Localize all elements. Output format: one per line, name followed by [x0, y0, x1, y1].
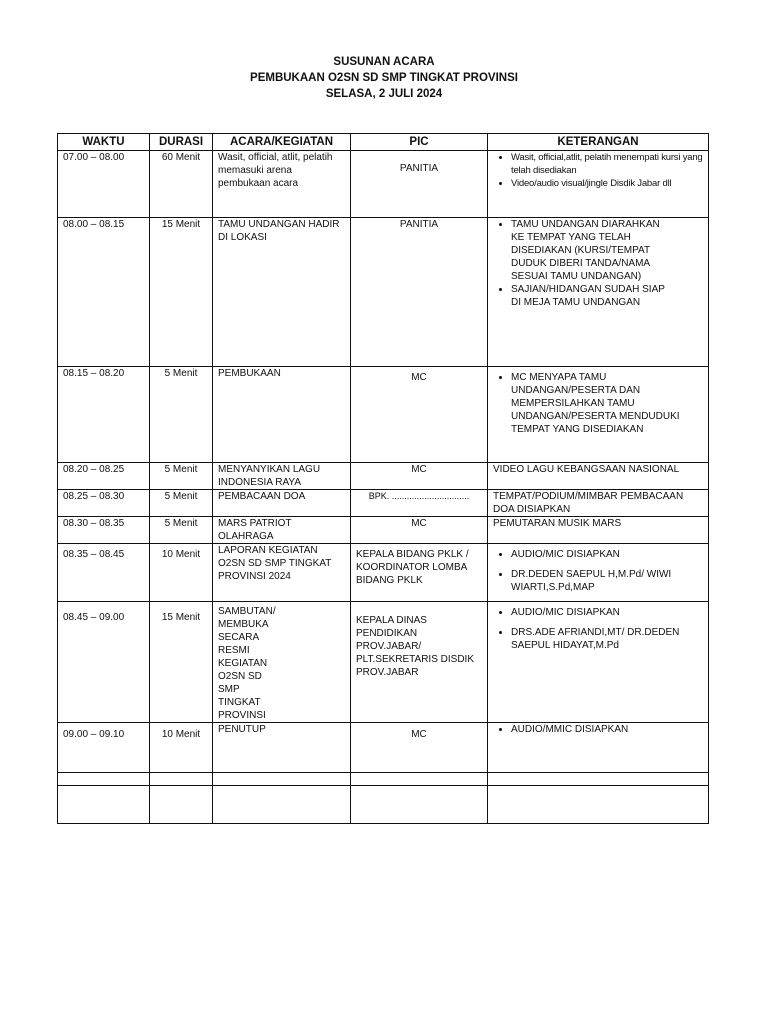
cell-acara: SAMBUTAN/ MEMBUKA SECARA RESMI KEGIATAN O2SN SD SMP TINGKAT PROVINSI [213, 602, 351, 723]
cell-empty [351, 786, 488, 824]
cell-keterangan: PEMUTARAN MUSIK MARS [488, 517, 709, 544]
cell-keterangan [488, 544, 709, 602]
cell-waktu: 08.35 – 08.45 [58, 544, 150, 602]
cell-acara: Wasit, official, atlit, pelatih memasuki arena pembukaan acara [213, 151, 351, 218]
cell-empty [488, 773, 709, 786]
cell-keterangan: VIDEO LAGU KEBANGSAAN NASIONAL [488, 463, 709, 490]
cell-pic: MC [351, 517, 488, 544]
cell-acara: PEMBACAAN DOA [213, 490, 351, 517]
cell-keterangan [488, 602, 709, 723]
cell-waktu: 08.45 – 09.00 [58, 602, 150, 723]
cell-keterangan [488, 723, 709, 773]
cell-pic: MC [351, 367, 488, 463]
cell-acara: MENYANYIKAN LAGU INDONESIA RAYA [213, 463, 351, 490]
list-item: • MC MENYAPA TAMU UNDANGAN/PESERTA DAN MEMPERSILAHKAN TAMU UNDANGAN/PESERTA MENDUDUKI TEMPAT YANG DISEDIAKAN [511, 371, 683, 436]
list-item: • AUDIO/MIC DISIAPKAN [511, 606, 703, 619]
table-row [58, 517, 709, 544]
cell-waktu: 08.15 – 08.20 [58, 367, 150, 463]
cell-waktu: 09.00 – 09.10 [58, 723, 150, 773]
agenda-table [57, 133, 709, 824]
table-row-empty [58, 773, 709, 786]
cell-pic: MC [351, 463, 488, 490]
cell-waktu: 08.25 – 08.30 [58, 490, 150, 517]
cell-durasi: 5 Menit [150, 463, 213, 490]
column-header-acara: ACARA/KEGIATAN [213, 134, 351, 151]
table-row-empty [58, 786, 709, 824]
cell-acara: TAMU UNDANGAN HADIR DI LOKASI [213, 218, 351, 367]
list-item: • Video/audio visual/jingle Disdik Jabar dll [511, 177, 703, 190]
cell-pic: PANITIA [351, 218, 488, 367]
cell-empty [351, 773, 488, 786]
column-header-pic: PIC [351, 134, 488, 151]
cell-acara: PENUTUP [213, 723, 351, 773]
table-row [58, 463, 709, 490]
cell-pic: BPK. ............................... [351, 490, 488, 517]
cell-durasi: 5 Menit [150, 517, 213, 544]
table-row [58, 723, 709, 773]
table-row [58, 367, 709, 463]
cell-durasi: 15 Menit [150, 602, 213, 723]
cell-empty [58, 786, 150, 824]
cell-keterangan [488, 367, 709, 463]
cell-waktu: 07.00 – 08.00 [58, 151, 150, 218]
cell-acara: PEMBUKAAN [213, 367, 351, 463]
title-line-1: SUSUNAN ACARA [333, 56, 435, 68]
cell-empty [150, 773, 213, 786]
column-header-keterangan: KETERANGAN [488, 134, 709, 151]
table-row [58, 544, 709, 602]
document-title [0, 54, 768, 102]
column-header-waktu: WAKTU [58, 134, 150, 151]
cell-durasi: 10 Menit [150, 544, 213, 602]
cell-pic: KEPALA BIDANG PKLK / KOORDINATOR LOMBA BIDANG PKLK [351, 544, 488, 602]
list-item: • SAJIAN/HIDANGAN SUDAH SIAP DI MEJA TAMU UNDANGAN [511, 283, 673, 309]
column-header-durasi: DURASI [150, 134, 213, 151]
list-item: • AUDIO/MIC DISIAPKAN [511, 548, 703, 561]
list-item: • AUDIO/MMIC DISIAPKAN [511, 723, 703, 736]
cell-keterangan [488, 151, 709, 218]
table-header-row [58, 134, 709, 151]
cell-keterangan [488, 218, 709, 367]
cell-empty [213, 773, 351, 786]
cell-empty [150, 786, 213, 824]
cell-empty [488, 786, 709, 824]
cell-pic: PANITIA [351, 151, 488, 218]
title-line-2: PEMBUKAAN O2SN SD SMP TINGKAT PROVINSI [250, 72, 518, 84]
cell-durasi: 15 Menit [150, 218, 213, 367]
table-row [58, 602, 709, 723]
cell-acara: MARS PATRIOT OLAHRAGA [213, 517, 351, 544]
table-row [58, 218, 709, 367]
title-line-3: SELASA, 2 JULI 2024 [325, 88, 443, 100]
list-item: • Wasit, official,atlit, pelatih menempati kursi yang telah disediakan [511, 151, 703, 177]
table-row [58, 151, 709, 218]
list-item: • TAMU UNDANGAN DIARAHKAN KE TEMPAT YANG TELAH DISEDIAKAN (KURSI/TEMPAT DUDUK DIBERI TANDA/NAMA SESUAI TAMU UNDANGAN) [511, 218, 673, 283]
cell-waktu: 08.30 – 08.35 [58, 517, 150, 544]
cell-empty [58, 773, 150, 786]
cell-durasi: 5 Menit [150, 367, 213, 463]
cell-pic: KEPALA DINAS PENDIDIKAN PROV.JABAR/ PLT.SEKRETARIS DISDIK PROV.JABAR [351, 602, 488, 723]
cell-empty [213, 786, 351, 824]
cell-pic: MC [351, 723, 488, 773]
cell-durasi: 5 Menit [150, 490, 213, 517]
cell-durasi: 10 Menit [150, 723, 213, 773]
list-item: • DR.DEDEN SAEPUL H,M.Pd/ WIWI WIARTI,S.Pd,MAP [511, 568, 703, 594]
cell-waktu: 08.20 – 08.25 [58, 463, 150, 490]
cell-acara: LAPORAN KEGIATAN O2SN SD SMP TINGKAT PROVINSI 2024 [213, 544, 351, 602]
table-row [58, 490, 709, 517]
list-item: • DRS.ADE AFRIANDI,MT/ DR.DEDEN SAEPUL HIDAYAT,M.Pd [511, 626, 703, 652]
cell-durasi: 60 Menit [150, 151, 213, 218]
cell-waktu: 08.00 – 08.15 [58, 218, 150, 367]
cell-keterangan: TEMPAT/PODIUM/MIMBAR PEMBACAAN DOA DISIAPKAN [488, 490, 709, 517]
